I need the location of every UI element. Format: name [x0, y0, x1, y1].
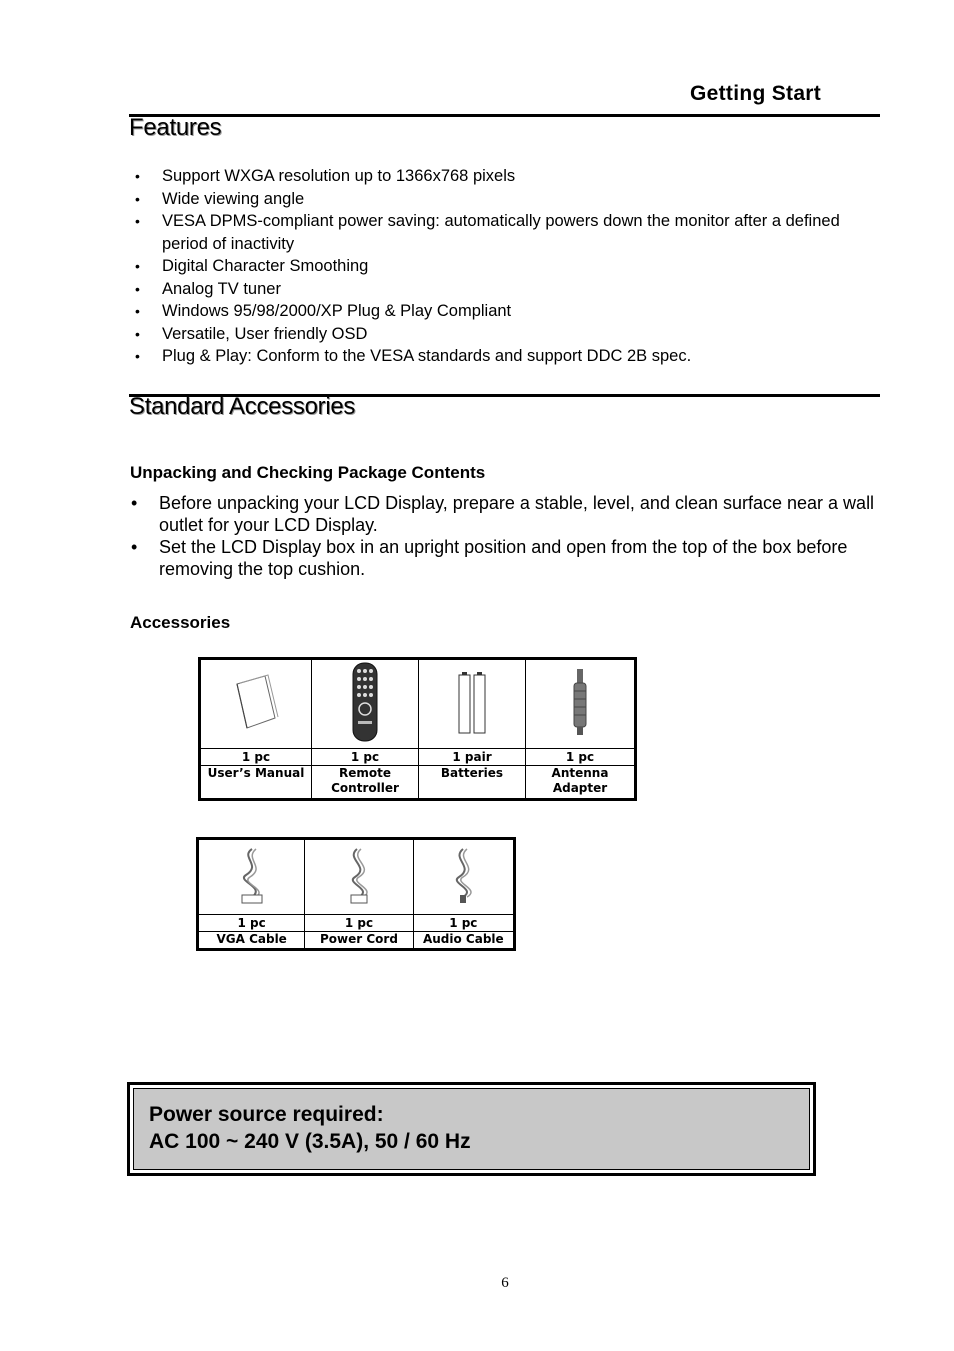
- accessory-name: Batteries: [419, 766, 526, 800]
- accessories-table-2: [196, 837, 516, 951]
- list-item: • Set the LCD Display box in an upright position and open from the top of the box before removing the top cushion.: [131, 536, 883, 580]
- accessory-quantity: 1 pc: [413, 915, 514, 932]
- power-requirements-value: AC 100 ~ 240 V (3.5A), 50 / 60 Hz: [149, 1130, 471, 1153]
- features-list: [135, 165, 855, 368]
- antenna-adapter-icon: [526, 659, 636, 749]
- manual-icon: [200, 659, 312, 749]
- accessories-table-1: [198, 657, 637, 801]
- accessory-quantity: 1 pc: [200, 749, 312, 766]
- accessory-name: Power Cord: [305, 932, 413, 950]
- accessory-quantity: 1 pc: [526, 749, 636, 766]
- list-item: • Digital Character Smoothing: [135, 255, 855, 278]
- unpacking-heading: Unpacking and Checking Package Contents: [130, 463, 486, 482]
- list-item: • Windows 95/98/2000/XP Plug & Play Compliant: [135, 300, 855, 323]
- accessory-name: Audio Cable: [413, 932, 514, 950]
- list-item: • Plug & Play: Conform to the VESA standards and support DDC 2B spec.: [135, 345, 855, 368]
- standard-accessories-title: Standard Accessories: [129, 393, 356, 420]
- accessory-name: User’s Manual: [200, 766, 312, 800]
- accessory-quantity: 1 pair: [419, 749, 526, 766]
- list-item: • Support WXGA resolution up to 1366x768 pixels: [135, 165, 855, 188]
- accessory-quantity: 1 pc: [312, 749, 419, 766]
- batteries-icon: [419, 659, 526, 749]
- power-cord-icon: [305, 839, 413, 915]
- list-item: • VESA DPMS-compliant power saving: automatically powers down the monitor after a defined period of inactivity: [135, 210, 855, 255]
- vga-cable-icon: [198, 839, 305, 915]
- list-item: • Before unpacking your LCD Display, prepare a stable, level, and clean surface near a wall outlet for your LCD Display.: [131, 492, 883, 536]
- remote-control-icon: [312, 659, 419, 749]
- accessory-name: Remote Controller: [312, 766, 419, 800]
- power-requirements-label: Power source required:: [149, 1103, 384, 1126]
- accessory-quantity: 1 pc: [198, 915, 305, 932]
- list-item: • Wide viewing angle: [135, 188, 855, 211]
- accessory-name: VGA Cable: [198, 932, 305, 950]
- audio-cable-icon: [413, 839, 514, 915]
- page-number: 6: [501, 1275, 509, 1291]
- unpacking-list: [131, 492, 883, 580]
- power-requirements-box: [127, 1082, 816, 1176]
- list-item: • Analog TV tuner: [135, 278, 855, 301]
- accessories-heading: Accessories: [130, 613, 231, 632]
- page-header-title: Getting Start: [690, 82, 822, 105]
- power-requirements-panel: [133, 1088, 810, 1170]
- features-title: Features: [129, 114, 222, 141]
- list-item: • Versatile, User friendly OSD: [135, 323, 855, 346]
- header-rule: [129, 114, 880, 117]
- accessory-quantity: 1 pc: [305, 915, 413, 932]
- accessory-name: Antenna Adapter: [526, 766, 636, 800]
